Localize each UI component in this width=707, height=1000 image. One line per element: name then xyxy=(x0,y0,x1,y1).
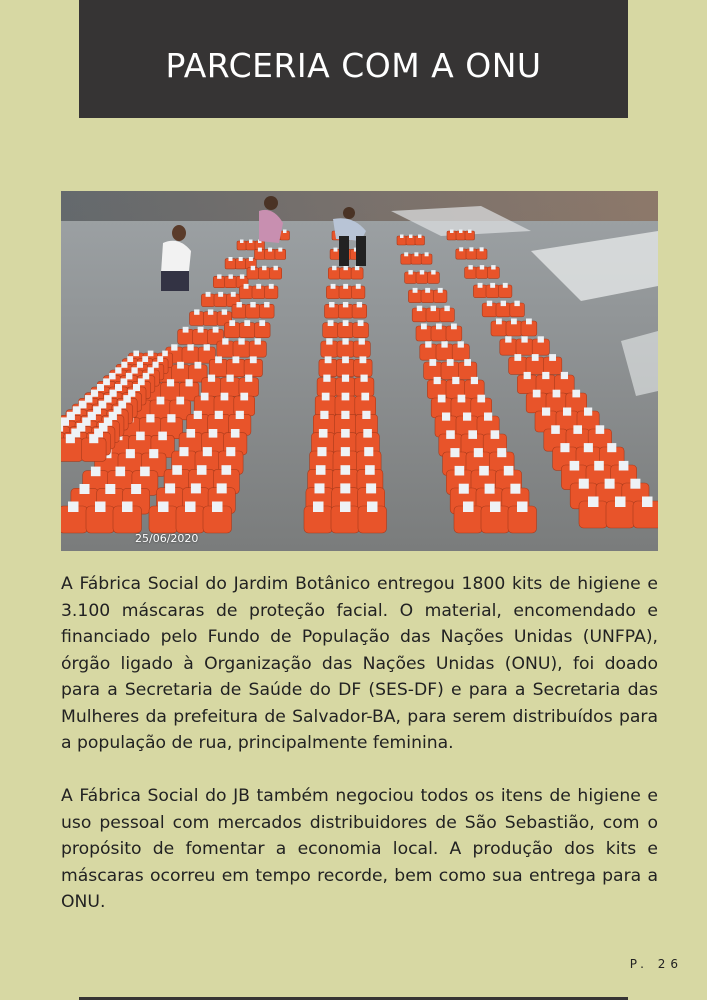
bottle-top xyxy=(579,479,589,489)
bottle-top xyxy=(158,432,167,441)
bottle-top xyxy=(630,479,640,489)
bottle-top xyxy=(362,411,370,419)
bottle-top xyxy=(459,484,469,494)
bottle-top xyxy=(231,292,236,297)
bottle-top xyxy=(259,320,265,326)
bottle-top xyxy=(425,288,430,293)
bottle-top xyxy=(323,375,330,382)
bottle-top xyxy=(122,502,133,513)
bottle-top xyxy=(463,502,474,513)
bottle-top xyxy=(342,356,349,363)
bottle-top xyxy=(570,461,580,471)
bottle-top xyxy=(479,466,489,476)
bottle-top xyxy=(222,465,232,475)
bottle-top xyxy=(563,408,571,416)
bottle-top xyxy=(607,443,616,452)
bottle-top xyxy=(420,270,424,274)
bottle-top xyxy=(91,467,101,477)
bottle-top xyxy=(250,356,257,363)
bottle-top xyxy=(148,351,154,357)
bottle-top xyxy=(208,309,213,314)
page-title: PARCERIA COM A ONU xyxy=(165,45,542,85)
bottle-top xyxy=(464,359,471,366)
bottle-top xyxy=(95,502,106,513)
bottle-top xyxy=(510,484,520,494)
bottle-top xyxy=(584,443,593,452)
bottle-top xyxy=(240,274,244,278)
bottle-top xyxy=(588,497,599,508)
bottle-top xyxy=(195,362,202,369)
bottle-top xyxy=(191,483,201,493)
bottle-top xyxy=(441,341,447,347)
bottle-top xyxy=(255,338,261,344)
bottle-top xyxy=(218,292,223,297)
bottle-top xyxy=(240,240,244,244)
bottle-top xyxy=(313,502,324,513)
bottle-top xyxy=(198,327,204,333)
bottle-top xyxy=(471,377,478,384)
bottle-top xyxy=(444,306,449,311)
bottle-top xyxy=(504,466,514,476)
bottle-top xyxy=(414,252,418,256)
bottle-top xyxy=(605,479,615,489)
bottle-top xyxy=(240,393,248,401)
bottle-top xyxy=(431,306,436,311)
bottle-top xyxy=(317,447,326,456)
bottle-top xyxy=(316,465,326,475)
bottle-top xyxy=(452,377,459,384)
bottle-top xyxy=(431,270,435,274)
bottle-top xyxy=(408,270,412,274)
bottle-top xyxy=(468,430,477,439)
bottle-top xyxy=(361,393,369,401)
bottle-top xyxy=(229,320,235,326)
bottle-top xyxy=(212,502,223,513)
bottle-top xyxy=(80,484,90,494)
bottle-top xyxy=(497,448,506,457)
bottle-top xyxy=(514,354,521,361)
bottle-top xyxy=(359,338,365,344)
bottle-top xyxy=(365,465,375,475)
bottle-top xyxy=(553,390,561,398)
bottle-top xyxy=(491,265,495,269)
bottle-top xyxy=(239,257,243,261)
bottle-top xyxy=(319,429,328,438)
bottle-top xyxy=(332,266,336,270)
bottle-top xyxy=(503,283,508,288)
bottle-top xyxy=(249,240,253,244)
bottle-top xyxy=(524,372,531,379)
bottle-top xyxy=(325,356,332,363)
bottle-top xyxy=(217,274,221,278)
bottle-top xyxy=(594,461,604,471)
bottle-top xyxy=(342,375,349,382)
bottle-top xyxy=(425,341,431,347)
bottle-top xyxy=(584,408,592,416)
bottle-top xyxy=(459,247,463,251)
bottle-top xyxy=(434,377,441,384)
bottle-top xyxy=(61,423,63,432)
bottle-top xyxy=(538,336,544,342)
bottle-top xyxy=(249,257,253,261)
bottle-top xyxy=(233,356,240,363)
bottle-top xyxy=(203,447,212,456)
bottle-top xyxy=(236,411,244,419)
bottle-top xyxy=(103,378,110,385)
bottle-top xyxy=(133,351,139,357)
bottle-top xyxy=(367,502,378,513)
bottle-top xyxy=(341,411,349,419)
bottle-top xyxy=(478,283,483,288)
bottle-top xyxy=(505,336,511,342)
bottle-top xyxy=(146,414,154,422)
bottle-top xyxy=(355,266,359,270)
bottle-top xyxy=(343,302,348,307)
bottle-top xyxy=(162,351,168,357)
bottle-top xyxy=(209,429,218,438)
bottle-top xyxy=(342,393,350,401)
bottle-top xyxy=(560,443,569,452)
bottle-top xyxy=(619,461,629,471)
bottle-top xyxy=(463,413,471,421)
bottle-top xyxy=(468,230,472,234)
bottle-top xyxy=(250,302,255,307)
bottle-top xyxy=(329,302,334,307)
bottle-top xyxy=(514,301,519,306)
bottle-top xyxy=(343,320,349,326)
bottle-top xyxy=(165,483,175,493)
bottle-top xyxy=(451,324,457,330)
bottle-top xyxy=(322,393,330,401)
bottle-top xyxy=(251,266,255,270)
bottle-top xyxy=(187,429,196,438)
bottle-top xyxy=(177,362,184,369)
bottle-top xyxy=(221,393,229,401)
bottle-top xyxy=(344,266,348,270)
bottle-top xyxy=(358,320,364,326)
bottle-top xyxy=(340,502,351,513)
bottle-top xyxy=(194,309,199,314)
bottle-top xyxy=(109,373,116,380)
bottle-top xyxy=(331,284,336,289)
bottle-top xyxy=(274,266,278,270)
bottle-top xyxy=(484,413,492,421)
bottle-top xyxy=(496,319,502,325)
bottle-top xyxy=(131,367,137,373)
bottle-top xyxy=(157,356,163,362)
bottle-top xyxy=(320,411,328,419)
bottle-top xyxy=(343,284,348,289)
bottle-top xyxy=(268,248,272,252)
bottle-top xyxy=(413,288,418,293)
bottle-top xyxy=(172,465,182,475)
bottle-top xyxy=(68,502,79,513)
bottle-top xyxy=(116,467,126,477)
bottle-top xyxy=(450,230,454,234)
bottle-top xyxy=(226,447,235,456)
bottle-top xyxy=(201,393,209,401)
bottle-top xyxy=(356,284,361,289)
bottle-top xyxy=(364,447,373,456)
bottle-top xyxy=(264,302,269,307)
bottle-top xyxy=(366,483,376,493)
bottle-top xyxy=(458,395,466,403)
bottle-top xyxy=(171,344,177,350)
bottle-top xyxy=(148,367,154,373)
bottle-top xyxy=(244,284,249,289)
bottle-top xyxy=(136,432,145,441)
bottle-top xyxy=(572,390,580,398)
bottle-top xyxy=(89,434,98,443)
paragraph: A Fábrica Social do JB também negociou todos os itens de higiene e uso pessoal com mercados distribuidores de São Sebastião, com o propósito de fomentar a economia local. A produção dos kits e máscaras ocorreu em tempo recorde, bem como sua entrega para a ONU. xyxy=(61,786,658,912)
bottle-top xyxy=(340,483,350,493)
bottle-top xyxy=(447,359,454,366)
bottle-top xyxy=(549,354,556,361)
bottle-top xyxy=(361,375,368,382)
bottle-top xyxy=(477,395,485,403)
bottle-top xyxy=(521,336,527,342)
photo-illustration xyxy=(61,191,658,551)
bottle-top xyxy=(442,413,450,421)
bottle-top xyxy=(222,338,228,344)
bottle-top xyxy=(421,324,427,330)
bottle-top xyxy=(194,411,202,419)
bottle-top xyxy=(455,466,465,476)
bottle-top xyxy=(66,434,75,443)
bottle-top xyxy=(121,362,127,368)
bottle-top xyxy=(480,265,484,269)
bottle-top xyxy=(438,288,443,293)
photo-date-stamp: 25/06/2020 xyxy=(135,532,199,545)
bottle-top xyxy=(227,375,234,382)
bottle-top xyxy=(573,425,582,434)
bottle-top xyxy=(542,408,550,416)
bottle-top xyxy=(450,448,459,457)
bottle-top xyxy=(615,497,626,508)
bottle-top xyxy=(417,306,422,311)
bottle-top xyxy=(245,375,252,382)
bottle-top xyxy=(487,301,492,306)
bottle-top xyxy=(197,465,207,475)
bottle-top xyxy=(158,502,169,513)
article-body xyxy=(61,571,658,942)
bottle-top xyxy=(342,338,348,344)
title-banner xyxy=(79,0,628,118)
bottle-top xyxy=(115,367,121,373)
bottle-top xyxy=(341,429,350,438)
bottle-top xyxy=(642,497,653,508)
bottle-top xyxy=(409,235,413,239)
bottle-top xyxy=(425,252,429,256)
bottle-top xyxy=(334,248,338,252)
bottle-top xyxy=(446,430,455,439)
bottle-top xyxy=(167,414,175,422)
bottle-top xyxy=(149,449,158,458)
bottle-top xyxy=(256,284,261,289)
bottle-top xyxy=(258,248,262,252)
bottle-top xyxy=(418,235,422,239)
bottle-top xyxy=(183,327,189,333)
bottle-top xyxy=(229,257,233,261)
bottle-top xyxy=(222,309,227,314)
bottle-top xyxy=(468,265,472,269)
bottle-top xyxy=(480,247,484,251)
bottle-top xyxy=(363,429,372,438)
bottle-top xyxy=(157,397,165,405)
bottle-top xyxy=(485,484,495,494)
kits-photo xyxy=(61,191,658,551)
bottle-top xyxy=(474,448,483,457)
bottle-top xyxy=(501,301,506,306)
bottle-top xyxy=(176,397,184,405)
bottle-top xyxy=(551,425,560,434)
bottle-top xyxy=(208,375,215,382)
bottle-top xyxy=(229,274,233,278)
bottle-top xyxy=(142,356,148,362)
bottle-top xyxy=(269,284,274,289)
bottle-top xyxy=(215,356,222,363)
bottle-top xyxy=(140,467,150,477)
bottle-top xyxy=(237,302,242,307)
page-number: P. 26 xyxy=(629,957,683,971)
bottle-top xyxy=(341,447,350,456)
bottle-top xyxy=(238,338,244,344)
bottle-top xyxy=(459,230,463,234)
bottle-top xyxy=(469,247,473,251)
bottle-top xyxy=(187,344,193,350)
bottle-top xyxy=(127,356,133,362)
bottle-top xyxy=(215,411,223,419)
bottle-top xyxy=(213,327,219,333)
bottle-top xyxy=(341,465,351,475)
bottle-top xyxy=(400,235,404,239)
bottle-top xyxy=(137,362,143,368)
bottle-top xyxy=(526,319,532,325)
bottle-top xyxy=(167,379,174,386)
bottle-top xyxy=(231,429,240,438)
bottle-top xyxy=(533,390,541,398)
bottle-top xyxy=(105,484,115,494)
bottle-top xyxy=(283,230,287,234)
bottle-top xyxy=(532,354,539,361)
bottle-top xyxy=(153,362,159,368)
bottle-top xyxy=(542,372,549,379)
bottle-top xyxy=(491,430,500,439)
bottle-top xyxy=(204,344,210,350)
bottle-top xyxy=(217,483,227,493)
bottle-top xyxy=(438,395,446,403)
bottle-top xyxy=(278,248,282,252)
bottle-top xyxy=(206,292,211,297)
bottle-top xyxy=(179,447,188,456)
bottle-top xyxy=(131,484,141,494)
bottle-top xyxy=(357,302,362,307)
bottle-top xyxy=(404,252,408,256)
bottle-top xyxy=(458,341,464,347)
bottle-top xyxy=(360,356,367,363)
bottle-top xyxy=(185,502,196,513)
bottle-top xyxy=(517,502,528,513)
bottle-top xyxy=(126,449,135,458)
bottle-top xyxy=(436,324,442,330)
bottle-top xyxy=(328,320,334,326)
bottle-top xyxy=(490,502,501,513)
bottle-top xyxy=(511,319,517,325)
paragraph: A Fábrica Social do Jardim Botânico entregou 1800 kits de higiene e 3.100 máscaras de proteção facial. O material, encomendado e financiado pelo Fundo de População das Nações Unidas (UNFPA), órgão ligado à Organização das Nações Unidas (ONU), foi doado para a Secretaria de Saúde do DF (SES-DF) e para a Secretaria das Mulheres da prefeitura de Salvador-BA, para serem distribuídos para a população de rua, principalmente feminina. xyxy=(61,574,658,753)
bottle-top xyxy=(186,379,193,386)
bottle-top xyxy=(596,425,605,434)
bottle-top xyxy=(326,338,332,344)
bottle-top xyxy=(561,372,568,379)
bottle-top xyxy=(262,266,266,270)
bottle-top xyxy=(490,283,495,288)
bottle-top xyxy=(244,320,250,326)
bottle-top xyxy=(429,359,436,366)
bottle-top xyxy=(315,483,325,493)
